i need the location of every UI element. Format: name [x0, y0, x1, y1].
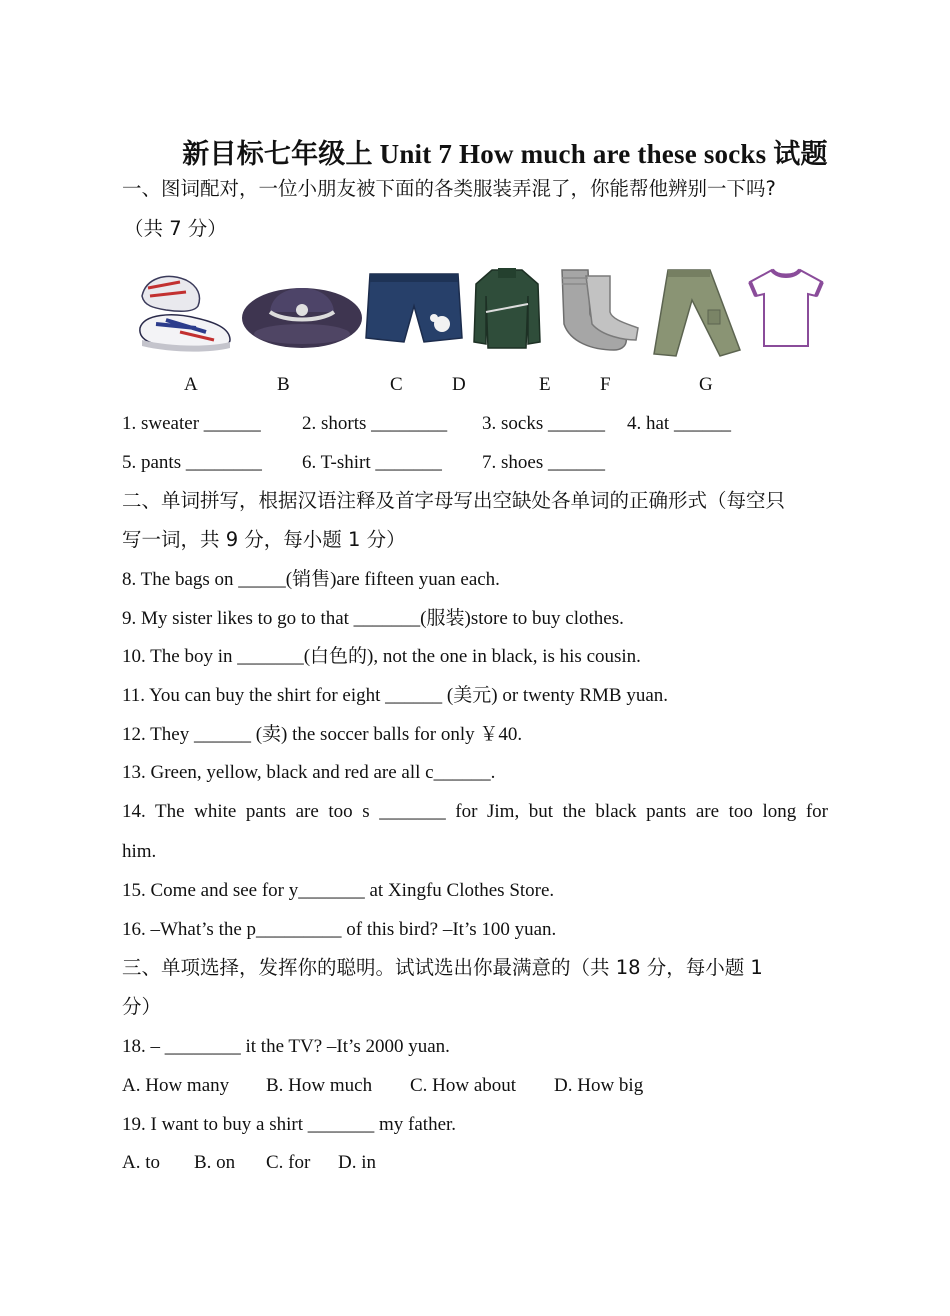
matching-item: 3. socks ______	[482, 413, 605, 434]
page-title: 新目标七年级上 Unit 7 How much are these socks 试题	[182, 139, 828, 169]
section2-heading-cont: 写一词，共 9 分，每小题 1 分）	[122, 528, 406, 551]
question-16: 16. –What’s the p_________ of this bird? –It’s 100 yuan.	[122, 919, 557, 940]
matching-item: 7. shoes ______	[482, 452, 605, 473]
matching-item: 1. sweater ______	[122, 413, 261, 434]
section3-heading-cont: 分）	[122, 995, 162, 1018]
section1-heading: 一、图词配对，一位小朋友被下面的各类服装弄混了，你能帮他辨别一下吗?	[122, 177, 776, 200]
picture-letter: A	[184, 374, 198, 395]
question-14-cont: him.	[122, 841, 157, 862]
hat-picture	[240, 266, 364, 358]
picture-letter: E	[539, 374, 551, 395]
option-c: C. How about	[410, 1075, 517, 1096]
shoes-picture	[136, 266, 234, 358]
matching-item: 4. hat ______	[627, 413, 731, 434]
picture-letter: F	[600, 374, 611, 395]
question-10: 10. The boy in _______(白色的), not the one in black, is his cousin.	[122, 646, 641, 667]
option-d: D. in	[338, 1152, 376, 1173]
section2-heading: 二、单词拼写，根据汉语注释及首字母写出空缺处各单词的正确形式（每空只	[122, 489, 786, 512]
clothing-pictures	[136, 266, 826, 358]
sweater-picture	[472, 266, 542, 350]
matching-item: 5. pants ________	[122, 452, 262, 473]
question-11: 11. You can buy the shirt for eight ______ (美元) or twenty RMB yuan.	[122, 685, 669, 706]
question-15: 15. Come and see for y_______ at Xingfu Clothes Store.	[122, 880, 555, 901]
picture-letter: D	[452, 374, 466, 395]
matching-item: 6. T-shirt _______	[302, 452, 442, 473]
question-9: 9. My sister likes to go to that _______(服装)store to buy clothes.	[122, 608, 624, 629]
option-a: A. How many	[122, 1075, 230, 1096]
option-d: D. How big	[554, 1075, 644, 1096]
section3-heading: 三、单项选择，发挥你的聪明。试试选出你最满意的（共 18 分，每小题 1	[122, 956, 763, 979]
question-13: 13. Green, yellow, black and red are all c______.	[122, 762, 496, 783]
question-14: 14. The white pants are too s _______ for Jim, but the black pants are too long for	[122, 801, 828, 822]
shorts-picture	[364, 266, 464, 346]
socks-picture	[548, 266, 644, 356]
picture-letter: B	[277, 374, 290, 395]
section1-score: （共 7 分）	[124, 217, 227, 240]
question-12: 12. They ______ (卖) the soccer balls for only ￥40.	[122, 724, 523, 745]
option-c: C. for	[266, 1152, 311, 1173]
question-18: 18. – ________ it the TV? –It’s 2000 yuan.	[122, 1036, 450, 1057]
option-b: B. How much	[266, 1075, 373, 1096]
picture-letter: C	[390, 374, 403, 395]
option-b: B. on	[194, 1152, 236, 1173]
question-8: 8. The bags on _____(销售)are fifteen yuan each.	[122, 569, 500, 590]
tshirt-picture	[746, 266, 826, 350]
pants-picture	[646, 266, 742, 358]
picture-letter-row	[0, 374, 950, 398]
picture-letter: G	[699, 374, 713, 395]
option-a: A. to	[122, 1152, 160, 1173]
matching-item: 2. shorts ________	[302, 413, 448, 434]
question-19: 19. I want to buy a shirt _______ my father.	[122, 1114, 457, 1135]
